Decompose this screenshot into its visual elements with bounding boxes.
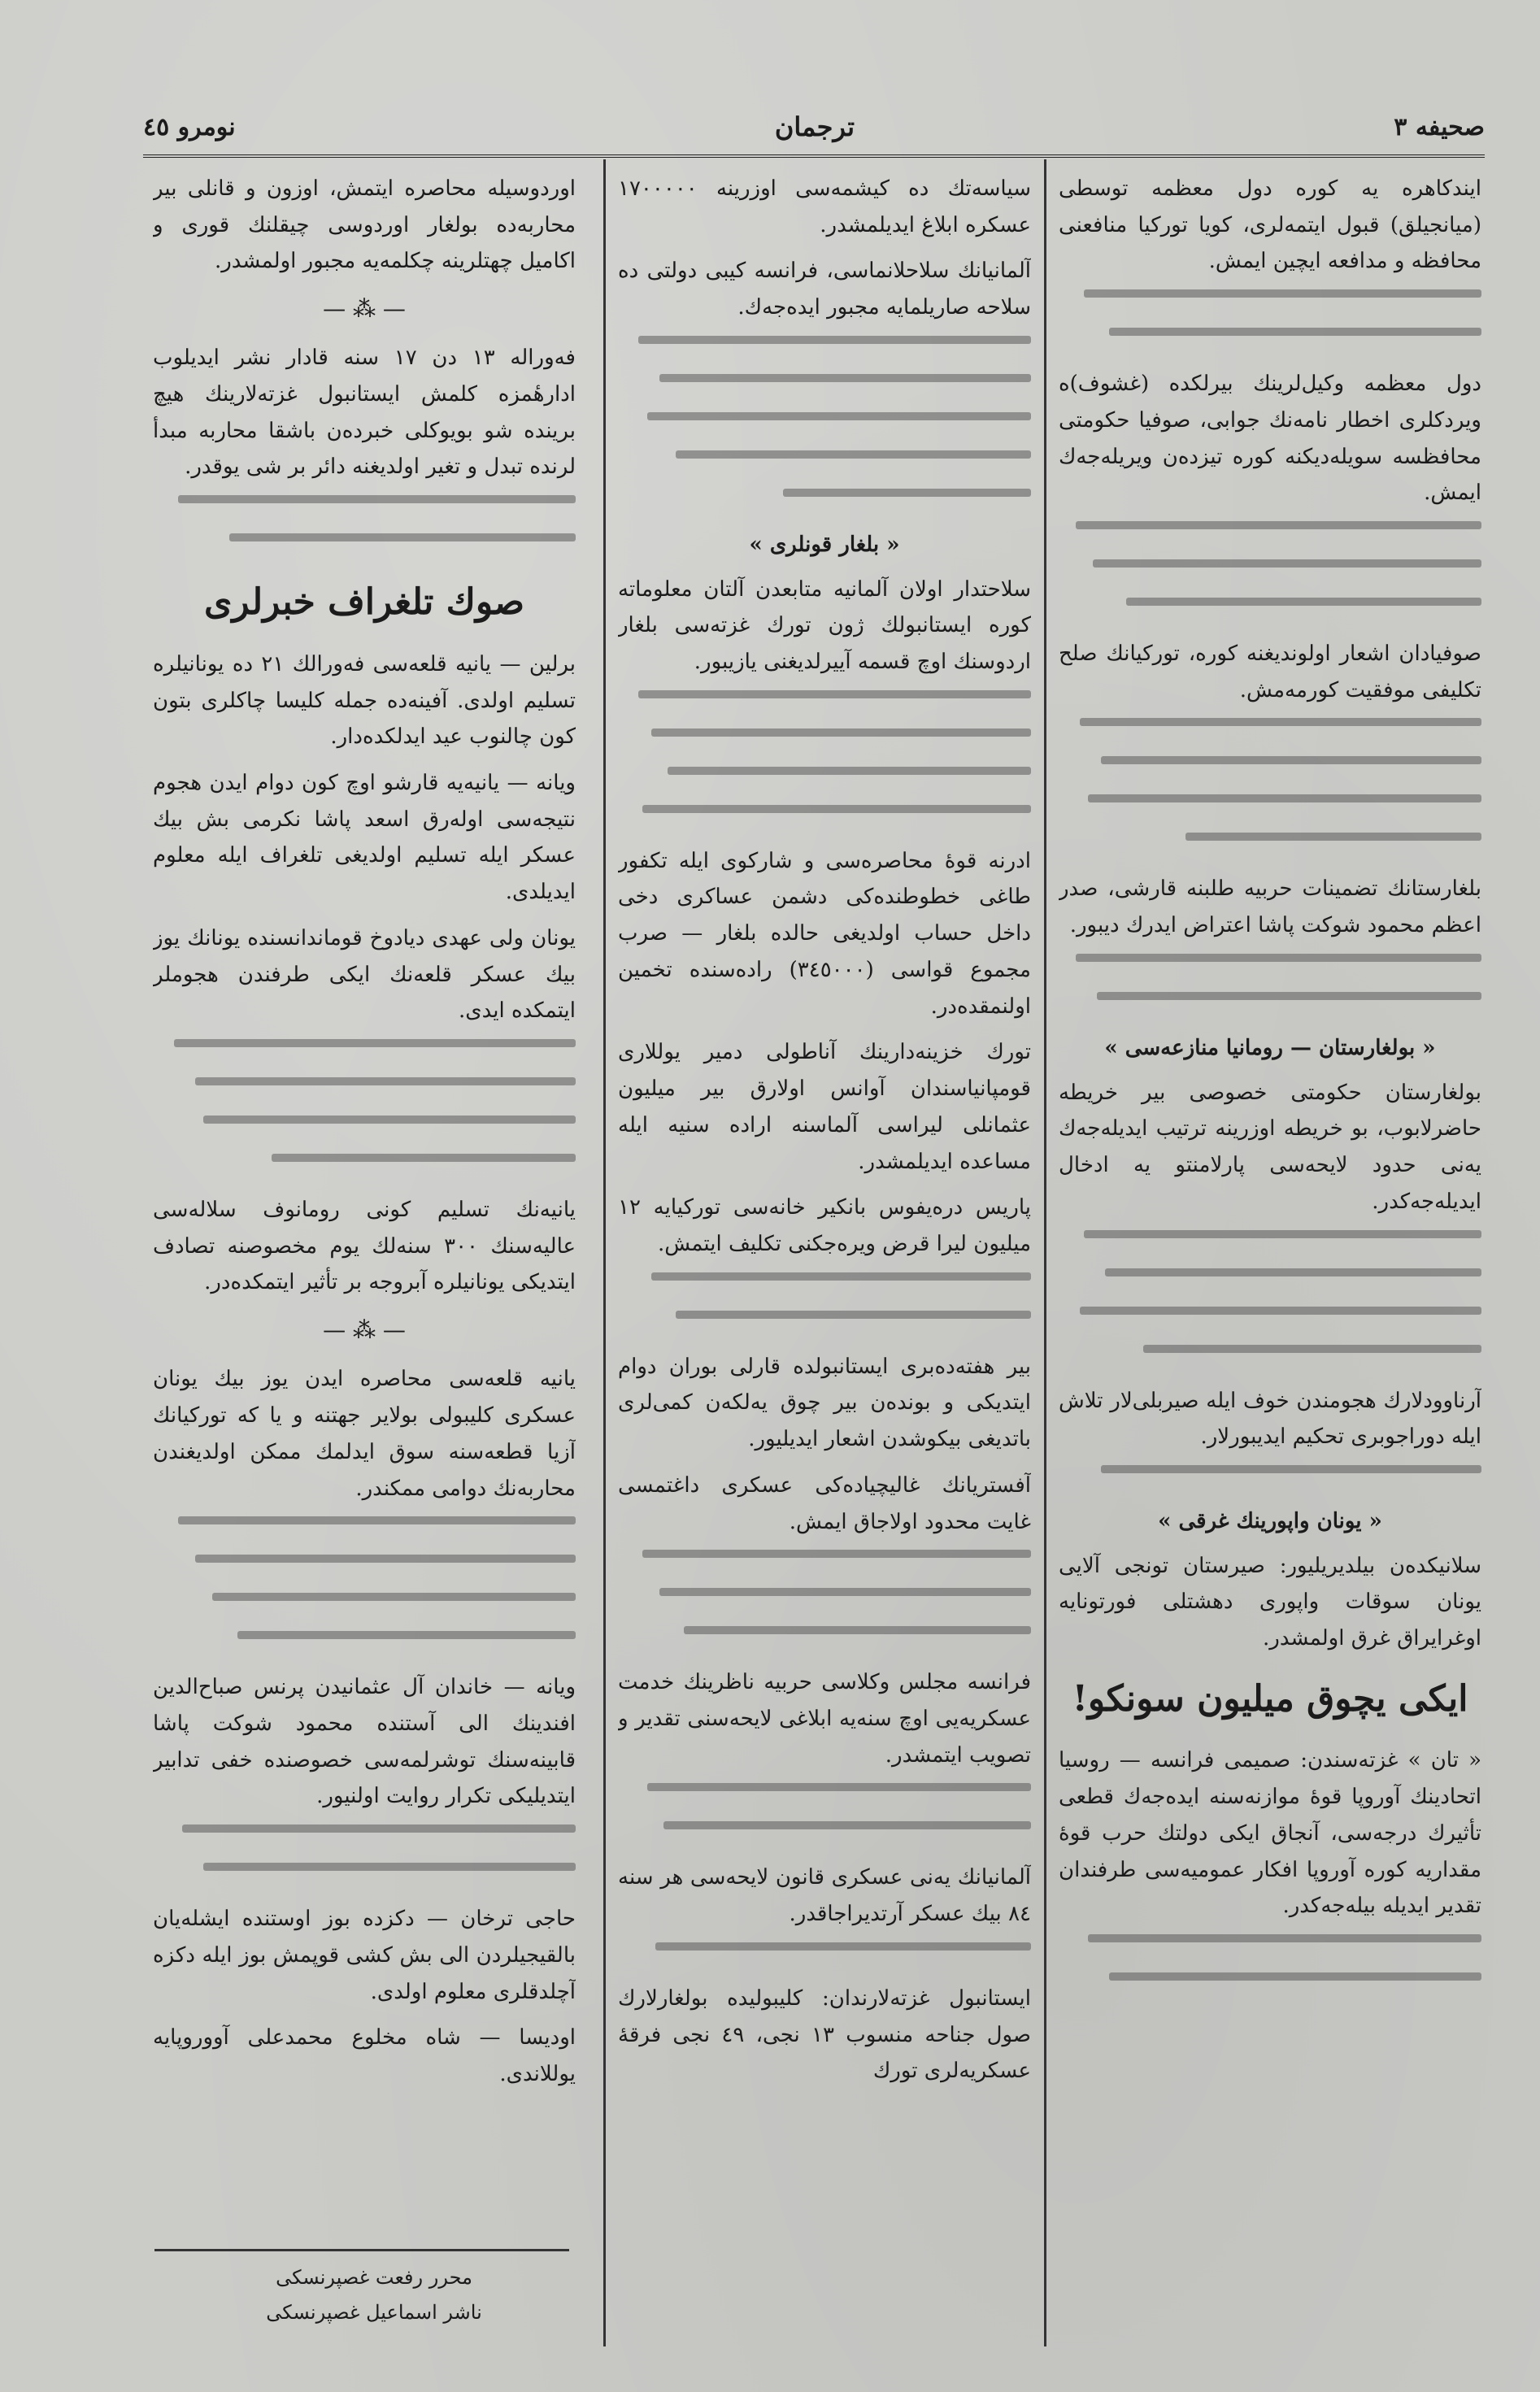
article-paragraph: ایندکاهره یه کوره دول معظمه توسطی (میانجیلق) قبول ایتمه‌لری، کویا تورکیا منافعنی محافظه و مدافعه ایچین ایمش. [1059,176,1481,274]
footer-rule [154,2249,569,2251]
article-paragraph: برلین — یانیه قلعه‌سی فه‌ورالك ٢١ ده یونانیلره تسلیم اولدی. آفینه‌ده جمله کلیسا چاکلری بتون کون چالنوب عید ایدلکده‌دار. [153,651,576,750]
page-number: صحیفه ٣ [1394,112,1485,141]
article-paragraph: ویانه — یانیه‌یه قارشو اوچ کون دوام ایدن هجوم نتیجه‌سی اوله‌رق اسعد پاشا نکرمی بش بیك عسکر ایله تسلیم اولدیغی تلغراف ایله معلوم ایدیلدی. [153,771,576,905]
masthead [143,104,1485,150]
publisher-footer [211,2260,537,2330]
article-paragraph: سلاحتدار اولان آلمانیه متابعدن آلتان معلوماته کوره ایستانبولك ژون تورك غزته‌سی بلغار اردوسنك اوچ قسمه آییرلدیغنی یازیبور. [618,576,1031,675]
newspaper-title: ترجمان [774,111,855,142]
section-headline: صوك تلغراف خبرلری [203,581,525,624]
masthead-rule [143,154,1485,158]
column-divider-right [1044,159,1046,2346]
editor-credit: محرر رفعت غصپرنسکی [276,2266,472,2289]
article-paragraph: بیر هفته‌ده‌بری ایستانبولده قارلی بوران دوام ایتدیکی و بونده‌ن بیر چوق یه‌لکه‌ن کمی‌لری باتدیغی بیکوشدن اشعار ایدیلیور. [618,1354,1031,1452]
article-paragraph: ویانه — خاندان آل عثمانیدن پرنس صباح‌الدین افندینك الی آستنده محمود شوکت پاشا قابینه‌سنك توشرلمه‌سی خصوصنده خفی تدابیر ایتدیلیکی تکرار روایت اولنیور. [153,1675,576,1809]
article-paragraph: بلغارستانك تضمینات حربیه طلبنه قارشی، صدر اعظم محمود شوکت پاشا اعتراض ایدرك دیبور. [1059,876,1481,938]
article-paragraph: آلمانیانك سلاحلانماسی، فرانسه کیبی دولتی ده سلاحه صاریلمایه مجبور ایده‌جه‌ك. [618,259,1031,320]
article-paragraph: فرانسه مجلس وکلاسی حربیه ناظرینك خدمت عسکریه‌یی اوچ سنه‌یه ابلاغی لایحه‌سنی تقدیر و تصویب ایتمشدر. [618,1670,1031,1768]
article-paragraph: « تان » غزته‌سندن: صمیمی فرانسه — روسیا اتحادینك آوروپا قوهٔ موازنه‌سنه ایده‌جه‌ك قطعی تأثیرك درجه‌سی، آنجاق ایکی دولتك حرب قوهٔ مقداریه کوره آوروپا افکار عمومیه‌سی طرفندان تقدیر ایدیله بیله‌جه‌کدر. [1059,1748,1481,1919]
article-paragraph: یانیه‌نك تسلیم کونی رومانوف سلاله‌سی عالیه‌سنك ٣٠٠ سنه‌لك یوم مخصوصنه تصادف ایتدیکی یونانیلره آبروجه بر تأثیر ایتمکده‌در. [153,1198,576,1295]
section-subhead: « یونان واپورینك غرقی » [1158,1508,1382,1533]
section-subhead: « بلغار قونلری » [749,532,900,557]
article-paragraph: ایستانبول غزته‌لارندان: کلیبولیده بولغارلارك صول جناحه منسوب ١٣ نجی، ٤٩ نجی فرقهٔ عسکریه‌لری تورك [618,1985,1031,2084]
article-paragraph: آلمانیانك یه‌نی عسکری قانون لایحه‌سی هر سنه ٨٤ بیك عسکر آرتدیراجاقدر. [618,1865,1031,1927]
article-paragraph: ادرنه قوهٔ محاصره‌سی و شارکوی ایله تکفور طاغی خطوطنده‌کی دشمن عساکری دخی داخل حساب اولدیغی حالده بلغار — صرب مجموع قواسی (٣٤٥٠٠٠) راده‌سنده تخمین اولنمقده‌در. [618,848,1031,1019]
article-headline: ایکی یچوق میلیون سونکو! [1072,1677,1468,1720]
article-paragraph: یونان ولی عهدی دیادوخ قوماندانسنده یونانك یوز بیك عسکر قلعه‌نك ایکی طرفندن هجوملر ایتمکده ایدی. [153,925,576,1024]
column-left [153,171,576,2236]
article-paragraph: اودیسا — شاه مخلوع محمدعلی آووروپایه یوللاندی. [153,2025,576,2086]
article-paragraph: صوفیادان اشعار اولوندیغنه کوره، تورکیانك صلح تکلیفی موفقیت کورمه‌مش. [1059,641,1481,702]
issue-number: نومرو ٤٥ [143,112,236,141]
article-paragraph: پاریس دره‌یفوس بانکیر خانه‌سی تورکیایه ١٢ میلیون لیرا قرض ویره‌جکنی تکلیف ایتمش. [618,1195,1031,1256]
article-paragraph: تورك خزینه‌دارینك آناطولی دمیر یوللاری قومپانیاسندان آوانس اولارق بیر میلیون عثمانلی لیراسی آلماسنه اراده سنیه ایله مساعده ایدیلمشدر. [618,1040,1031,1174]
article-paragraph: دول معظمه وکیل‌لرینك بیرلکده (غشوف)ه ویردکلری اخطار نامه‌نك جوابی، صوفیا حکومتی محافظسه سویله‌دیکنه کوره تیزده‌ن ویریله‌جه‌ك ایمش. [1059,372,1481,506]
article-paragraph: اوردوسیله محاصره ایتمش، اوزون و قانلی بیر محاربه‌ده بولغار اوردوسی چیقلنك قوری و اکامیل چهتلرینه چکلمه‌یه مجبور اولمشدر. [153,176,576,274]
article-paragraph: سیاسه‌تك ده کیشمه‌سی اوزرینه ١٧٠٠٠٠٠ عسکره ابلاغ ایدیلمشدر. [618,176,1031,237]
publisher-credit: ناشر اسماعیل غصپرنسکی [266,2301,482,2325]
ornament-divider: — ⁂ — [323,295,406,323]
section-subhead: « بولغارستان — رومانیا منازعه‌سی » [1104,1035,1436,1060]
column-middle [618,171,1031,2317]
article-paragraph: سلانیکده‌ن بیلدیریلیور: صیرستان تونجی آلایی یونان سوقات واپوری دهشتلی فورتونایه اوغرایراق غرق اولمشدر. [1059,1553,1481,1651]
column-divider-left [603,159,606,2346]
ornament-divider: — ⁂ — [323,1316,406,1344]
article-paragraph: یانیه قلعه‌سی محاصره ایدن یوز بیك یونان عسکری کلیبولی بولایر جهتنه و یا که تورکیانك آزیا قطعه‌سنه سوق ایدلمك ممکن اولدیغندن محاربه‌نك دوامی ممکندر. [153,1367,576,1501]
article-paragraph: آرناوودلارك هجومندن خوف ایله صیربلی‌لار تلاش ایله دوراجوبری تحکیم ایدیبورلار. [1059,1388,1481,1450]
article-paragraph: بولغارستان حکومتی خصوصی بیر خریطه حاضرلابوب، بو خریطه اوزرینه ترتیب ایدیله‌جه‌ك یه‌نی حدود لایحه‌سی پارلامنتو یه ادخال ایدیله‌جه‌کدر. [1059,1080,1481,1214]
column-right [1059,171,1481,2317]
article-paragraph: آفستریانك غالیچیاده‌کی عسکری داغتمسی غایت محدود اولاجاق ایمش. [618,1472,1031,1534]
article-paragraph: حاجی ترخان — دکزده بوز اوستنده ایشله‌یان بالقیجیلردن الی بش کشی قوپمش بوز ایله دکزه آچلدقلری معلوم اولدی. [153,1907,576,2004]
article-paragraph: فه‌وراله ١٣ دن ١٧ سنه قادار نشر ایدیلوب ادارهٔمزه کلمش ایستانبول غزته‌لارینك هیچ برینده شو بویوکلی خبرده‌ن باشقا محاربه مبدأ لرنده تبدل و تغیر اولدیغنه دائر بر شی یوقدر. [153,346,576,480]
